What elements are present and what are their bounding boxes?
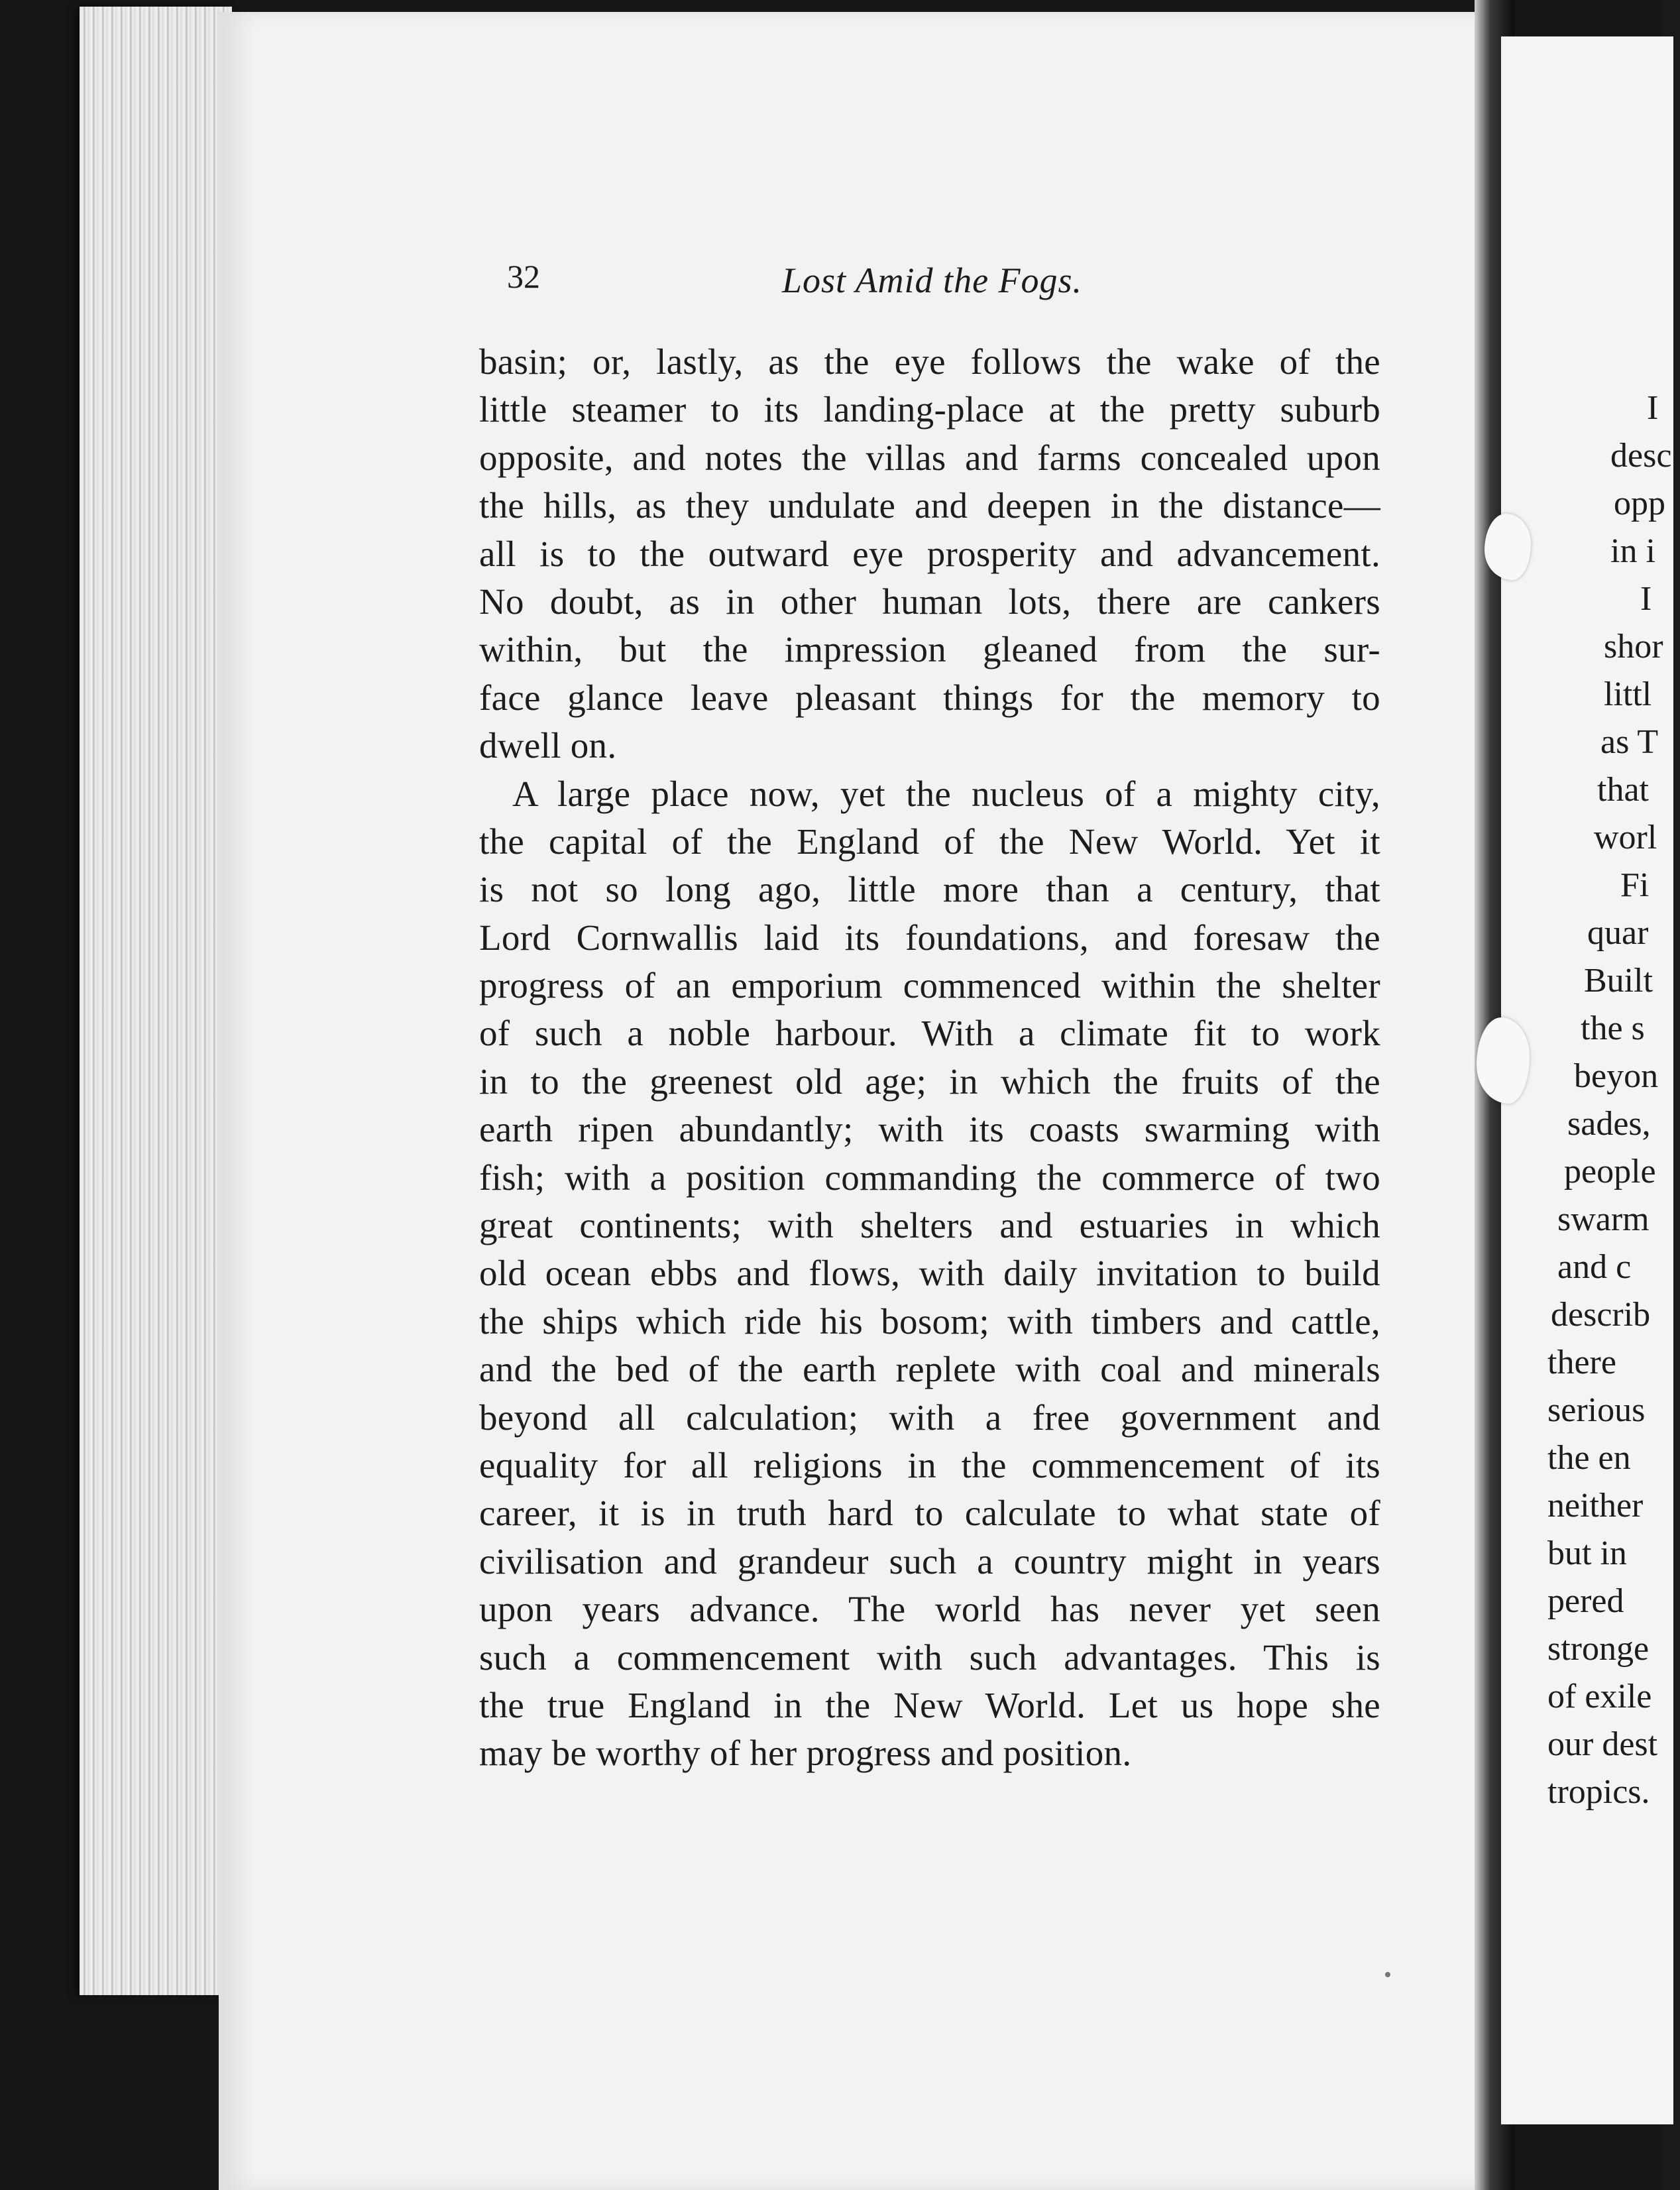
text-fragment: littl <box>1604 675 1652 713</box>
text-fragment: desc <box>1610 437 1672 475</box>
text-fragment: worl <box>1594 819 1657 856</box>
torn-paper-spot <box>1477 1017 1530 1104</box>
stacked-page-edges <box>80 7 232 1995</box>
text-fragment: opp <box>1614 485 1665 522</box>
text-fragment: the en <box>1547 1439 1631 1477</box>
text-fragment: the s <box>1581 1009 1645 1047</box>
text-line: old ocean ebbs and flows, with daily invitation to build <box>479 1253 1380 1294</box>
text-line: the capital of the England of the New World. Yet it <box>479 821 1380 862</box>
text-fragment: pered <box>1547 1582 1624 1620</box>
text-line: may be worthy of her progress and position. <box>479 1733 1132 1774</box>
text-fragment: shor <box>1604 628 1663 665</box>
text-line: earth ripen abundantly; with its coasts swarming with <box>479 1109 1380 1150</box>
text-line: A large place now, yet the nucleus of a mighty city, <box>512 773 1380 814</box>
text-line: dwell on. <box>479 725 617 766</box>
text-line: equality for all religions in the commencement of its <box>479 1444 1380 1485</box>
text-fragment: Fi <box>1620 866 1650 904</box>
text-fragment: tropics. <box>1547 1773 1650 1811</box>
text-line: all is to the outward eye prosperity and advancement. <box>479 533 1380 574</box>
text-line: basin; or, lastly, as the eye follows the wake of the <box>479 341 1380 382</box>
torn-paper-spot <box>1484 514 1531 580</box>
text-line: little steamer to its landing-place at the pretty suburb <box>479 389 1380 430</box>
text-fragment: our dest <box>1547 1725 1658 1763</box>
text-fragment: that <box>1597 771 1649 809</box>
text-fragment: beyon <box>1574 1057 1659 1095</box>
text-fragment: people <box>1564 1153 1656 1190</box>
text-line: and the bed of the earth replete with coal and minerals <box>479 1349 1380 1390</box>
text-line: fish; with a position commanding the commerce of two <box>479 1157 1380 1198</box>
text-line: face glance leave pleasant things for the memory to <box>479 677 1380 718</box>
text-line: opposite, and notes the villas and farms concealed upon <box>479 437 1380 478</box>
text-fragment: Built <box>1584 962 1653 1000</box>
text-line: within, but the impression gleaned from the sur- <box>479 629 1380 670</box>
text-fragment: but in <box>1547 1534 1627 1572</box>
text-line: is not so long ago, little more than a century, that <box>479 869 1380 910</box>
running-title: Lost Amid the Fogs. <box>782 260 1083 300</box>
text-fragment: describ <box>1551 1296 1651 1334</box>
text-fragment: there <box>1547 1344 1616 1381</box>
paper-speck <box>1385 1972 1390 1977</box>
text-fragment: swarm <box>1557 1200 1650 1238</box>
text-line: of such a noble harbour. With a climate fit to work <box>479 1013 1380 1054</box>
text-fragment: in i <box>1610 532 1655 570</box>
text-fragment: serious <box>1547 1391 1646 1429</box>
text-fragment: and c <box>1557 1248 1632 1286</box>
text-line: upon years advance. The world has never yet seen <box>479 1589 1380 1630</box>
text-fragment: as T <box>1600 723 1659 761</box>
text-line: beyond all calculation; with a free government and <box>479 1397 1380 1438</box>
text-line: the ships which ride his bosom; with timbers and cattle, <box>479 1300 1380 1342</box>
text-line: career, it is in truth hard to calculate to what state of <box>479 1493 1380 1534</box>
text-line: No doubt, as in other human lots, there are cankers <box>479 581 1380 622</box>
text-line: such a commencement with such advantages. This is <box>479 1637 1380 1678</box>
page-number: 32 <box>507 258 540 295</box>
text-line: great continents; with shelters and estuaries in which <box>479 1205 1380 1246</box>
text-line: civilisation and grandeur such a country might in years <box>479 1540 1380 1582</box>
body-text <box>479 338 1380 1778</box>
text-line: the true England in the New World. Let us hope she <box>479 1684 1380 1725</box>
text-fragment: neither <box>1547 1487 1644 1525</box>
text-line: the hills, as they undulate and deepen in the distance— <box>479 485 1380 526</box>
right-page-text <box>1547 384 1680 1816</box>
text-line: Lord Cornwallis laid its foundations, and foresaw the <box>479 917 1380 958</box>
text-fragment: I <box>1647 389 1659 427</box>
text-fragment: sades, <box>1567 1105 1651 1143</box>
text-fragment: I <box>1640 580 1652 618</box>
text-line: progress of an emporium commenced within the shelter <box>479 965 1380 1006</box>
text-fragment: of exile <box>1547 1678 1652 1715</box>
text-fragment: quar <box>1587 914 1649 952</box>
text-line: in to the greenest old age; in which the fruits of the <box>479 1061 1380 1102</box>
text-fragment: stronge <box>1547 1630 1650 1668</box>
